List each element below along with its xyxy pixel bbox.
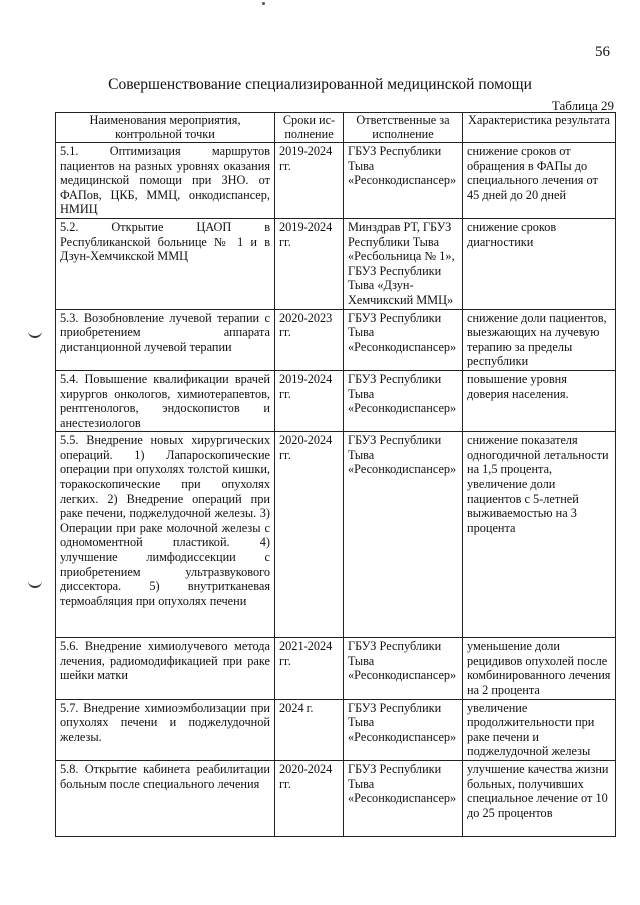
table-row (56, 370, 616, 431)
result-cell: снижение сроков диагностики (463, 218, 616, 309)
table-header-row (56, 113, 616, 143)
responsible-cell: ГБУЗ Республики Тыва «Ресонкодиспансер» (344, 638, 463, 699)
result-cell: снижение показателя одногодичной летальности на 1,5 процента, увеличение доли пациентов с 5-летней выживаемостью на 3 процента (463, 432, 616, 638)
table-row (56, 218, 616, 309)
table-row (56, 143, 616, 219)
period-cell: 2019-2024 гг. (275, 218, 344, 309)
result-cell: уменьшение доли рецидивов опухолей после комбинированного лечения на 2 процента (463, 638, 616, 699)
scan-dot (262, 2, 265, 5)
result-cell: увеличение продолжительности при раке печени и поджелудочной железы (463, 699, 616, 760)
responsible-cell: ГБУЗ Республики Тыва «Ресонкодиспансер» (344, 699, 463, 760)
period-cell: 2019-2024 гг. (275, 143, 344, 219)
period-cell: 2021-2024 гг. (275, 638, 344, 699)
responsible-cell: ГБУЗ Республики Тыва «Ресонкодиспансер» (344, 143, 463, 219)
measure-cell: 5.3. Возобновление лучевой терапии с приобретением аппарата дистанционной лучевой терапии (56, 309, 275, 370)
responsible-cell: ГБУЗ Республики Тыва «Ресонкодиспансер» (344, 761, 463, 837)
result-cell: повышение уровня доверия населения. (463, 370, 616, 431)
header-period: Сроки ис-полнение (275, 113, 344, 143)
page-title: Совершенствование специализированной медицинской помощи (108, 76, 532, 93)
result-cell: снижение доли пациентов, выезжающих на лучевую терапию за пределы республики (463, 309, 616, 370)
table-row (56, 309, 616, 370)
table-label: Таблица 29 (551, 98, 614, 113)
measure-cell: 5.2. Открытие ЦАОП в Республиканской больнице № 1 и в Дзун-Хемчикской ММЦ (56, 218, 275, 309)
period-cell: 2024 г. (275, 699, 344, 760)
measure-cell: 5.8. Открытие кабинета реабилитации больным после специального лечения (56, 761, 275, 837)
table-row (56, 638, 616, 699)
header-responsible: Ответственные за исполнение (344, 113, 463, 143)
responsible-cell: ГБУЗ Республики Тыва «Ресонкодиспансер» (344, 370, 463, 431)
table-row (56, 761, 616, 837)
header-result: Характеристика результата (463, 113, 616, 143)
responsible-cell: Минздрав РТ, ГБУЗ Республики Тыва «Ресбольница № 1», ГБУЗ Республики Тыва «Дзун-Хемчикский ММЦ» (344, 218, 463, 309)
result-cell: снижение сроков от обращения в ФАПы до специального лечения от 45 дней до 20 дней (463, 143, 616, 219)
margin-bracket-mark (28, 576, 42, 588)
measure-cell: 5.5. Внедрение новых хирургических операций. 1) Лапароскопические операции при опухолях толстой кишки, торакоскопические при опухолях легких. 2) Внедрение операций при раке печени, поджелудочной железы. 3) Операции при раке молочной железы с одномоментной пластикой. 4) улучшение лимфодиссекции с приобретением ультразвукового диссектора. 5) внутритканевая термоабляция при опухолях печени (56, 432, 275, 638)
measure-cell: 5.6. Внедрение химиолучевого метода лечения, радиомодификацией при раке шейки матки (56, 638, 275, 699)
period-cell: 2020-2023 гг. (275, 309, 344, 370)
responsible-cell: ГБУЗ Республики Тыва «Ресонкодиспансер» (344, 309, 463, 370)
page-number: 56 (595, 44, 610, 60)
period-cell: 2020-2024 гг. (275, 761, 344, 837)
result-cell: улучшение качества жизни больных, получивших специальное лечение от 10 до 25 процентов (463, 761, 616, 837)
table-row (56, 699, 616, 760)
period-cell: 2020-2024 гг. (275, 432, 344, 638)
table-row (56, 432, 616, 638)
measure-cell: 5.4. Повышение квалификации врачей хирургов онкологов, химиотерапевтов, рентгенологов, эндоскопистов и анестезиологов (56, 370, 275, 431)
header-measure: Наименования мероприятия, контрольной точки (56, 113, 275, 143)
measure-cell: 5.7. Внедрение химиоэмболизации при опухолях печени и поджелудочной железы. (56, 699, 275, 760)
period-cell: 2019-2024 гг. (275, 370, 344, 431)
margin-bracket-mark (28, 326, 42, 338)
measures-table (55, 112, 616, 837)
responsible-cell: ГБУЗ Республики Тыва «Ресонкодиспансер» (344, 432, 463, 638)
measure-cell: 5.1. Оптимизация маршрутов пациентов на разных уровнях оказания медицинской помощи при ЗНО. от ФАПов, ЦКБ, ММЦ, онкодиспансер, НМИЦ (56, 143, 275, 219)
